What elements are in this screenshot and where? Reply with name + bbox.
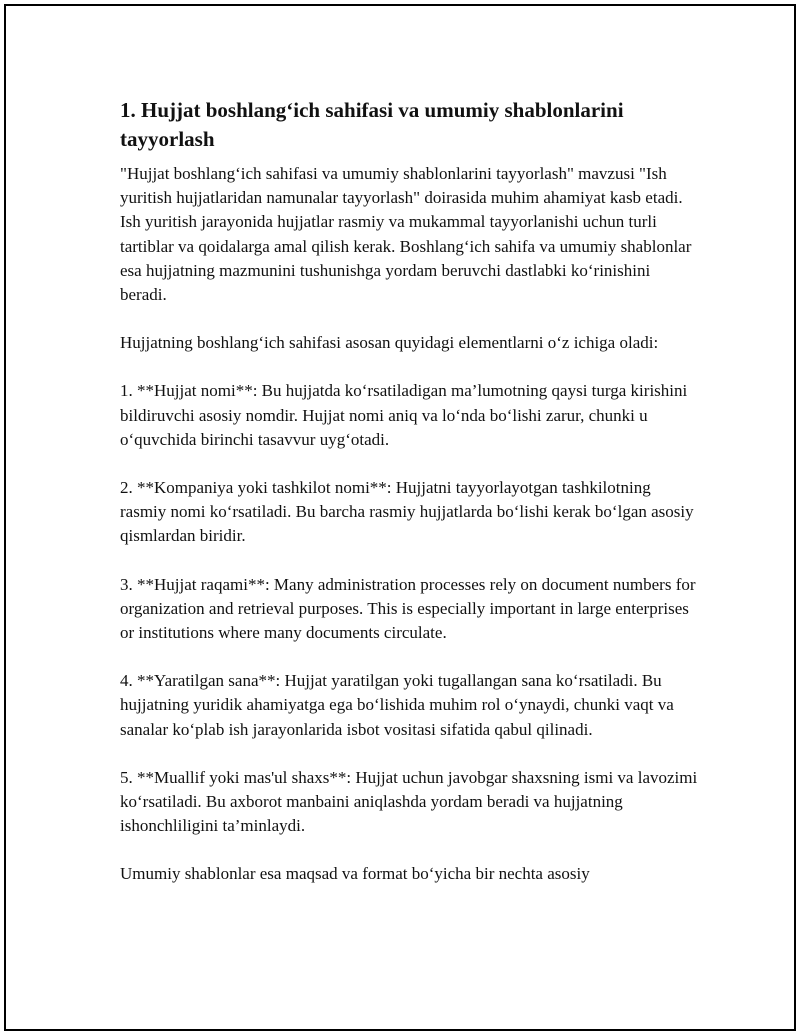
intro-paragraph: "Hujjat boshlang‘ich sahifasi va umumiy shablonlarini tayyorlash" mavzusi "Ish yuritish hujjatlaridan namunalar tayyorlash" doirasida muhim ahamiyat kasb etadi. Ish yuritish jarayonida hujjatlar rasmiy va mukammal tayyorlanishi uchun turli tartiblar va qoidalarga amal qilish kerak. Boshlang‘ich sahifa va umumiy shablonlar esa hujjatning mazmunini tushunishga yordam beruvchi dastlabki ko‘rinishini beradi.	[120, 164, 692, 305]
document-page	[4, 4, 796, 1031]
document-body	[120, 96, 700, 911]
list-item-author: 5. **Muallif yoki mas'ul shaxs**: Hujjat uchun javobgar shaxsning ismi va lavozimi ko‘rsatiladi. Bu axborot manbaini aniqlashda yordam beradi va hujjatning ishonchliligini ta’minlaydi.	[120, 767, 698, 836]
list-item-organization-name: 2. **Kompaniya yoki tashkilot nomi**: Hujjatni tayyorlayotgan tashkilotning rasmiy nomi ko‘rsatiladi. Bu barcha rasmiy hujjatlarda bo‘lishi kerak bo‘lgan asosiy qismlardan biridir.	[120, 478, 694, 546]
elements-intro-paragraph: Hujjatning boshlang‘ich sahifasi asosan quyidagi elementlarni o‘z ichiga oladi:	[120, 333, 659, 353]
list-item-document-number: 3. **Hujjat raqami**: Many administration processes rely on document numbers for organization and retrieval purposes. This is especially important in large enterprises or institutions where many documents circulate.	[120, 574, 696, 643]
list-item-document-name: 1. **Hujjat nomi**: Bu hujjatda ko‘rsatiladigan ma’lumotning qaysi turga kirishini bildiruvchi asosiy nomdir. Hujjat nomi aniq va lo‘nda bo‘lishi zarur, chunki u o‘quvchida birinchi tasavvur uyg‘otadi.	[120, 381, 688, 449]
templates-paragraph: Umumiy shablonlar esa maqsad va format bo‘yicha bir nechta asosiy	[120, 864, 590, 884]
list-item-creation-date: 4. **Yaratilgan sana**: Hujjat yaratilgan yoki tugallangan sana ko‘rsatiladi. Bu hujjatning yuridik ahamiyatga ega bo‘lishida muhim rol o‘ynaydi, chunki vaqt va sanalar ko‘plab ish jarayonlarida isbot vositasi sifatida qabul qilinadi.	[120, 671, 674, 739]
section-heading: 1. Hujjat boshlang‘ich sahifasi va umumiy shablonlarini tayyorlash	[120, 98, 624, 151]
